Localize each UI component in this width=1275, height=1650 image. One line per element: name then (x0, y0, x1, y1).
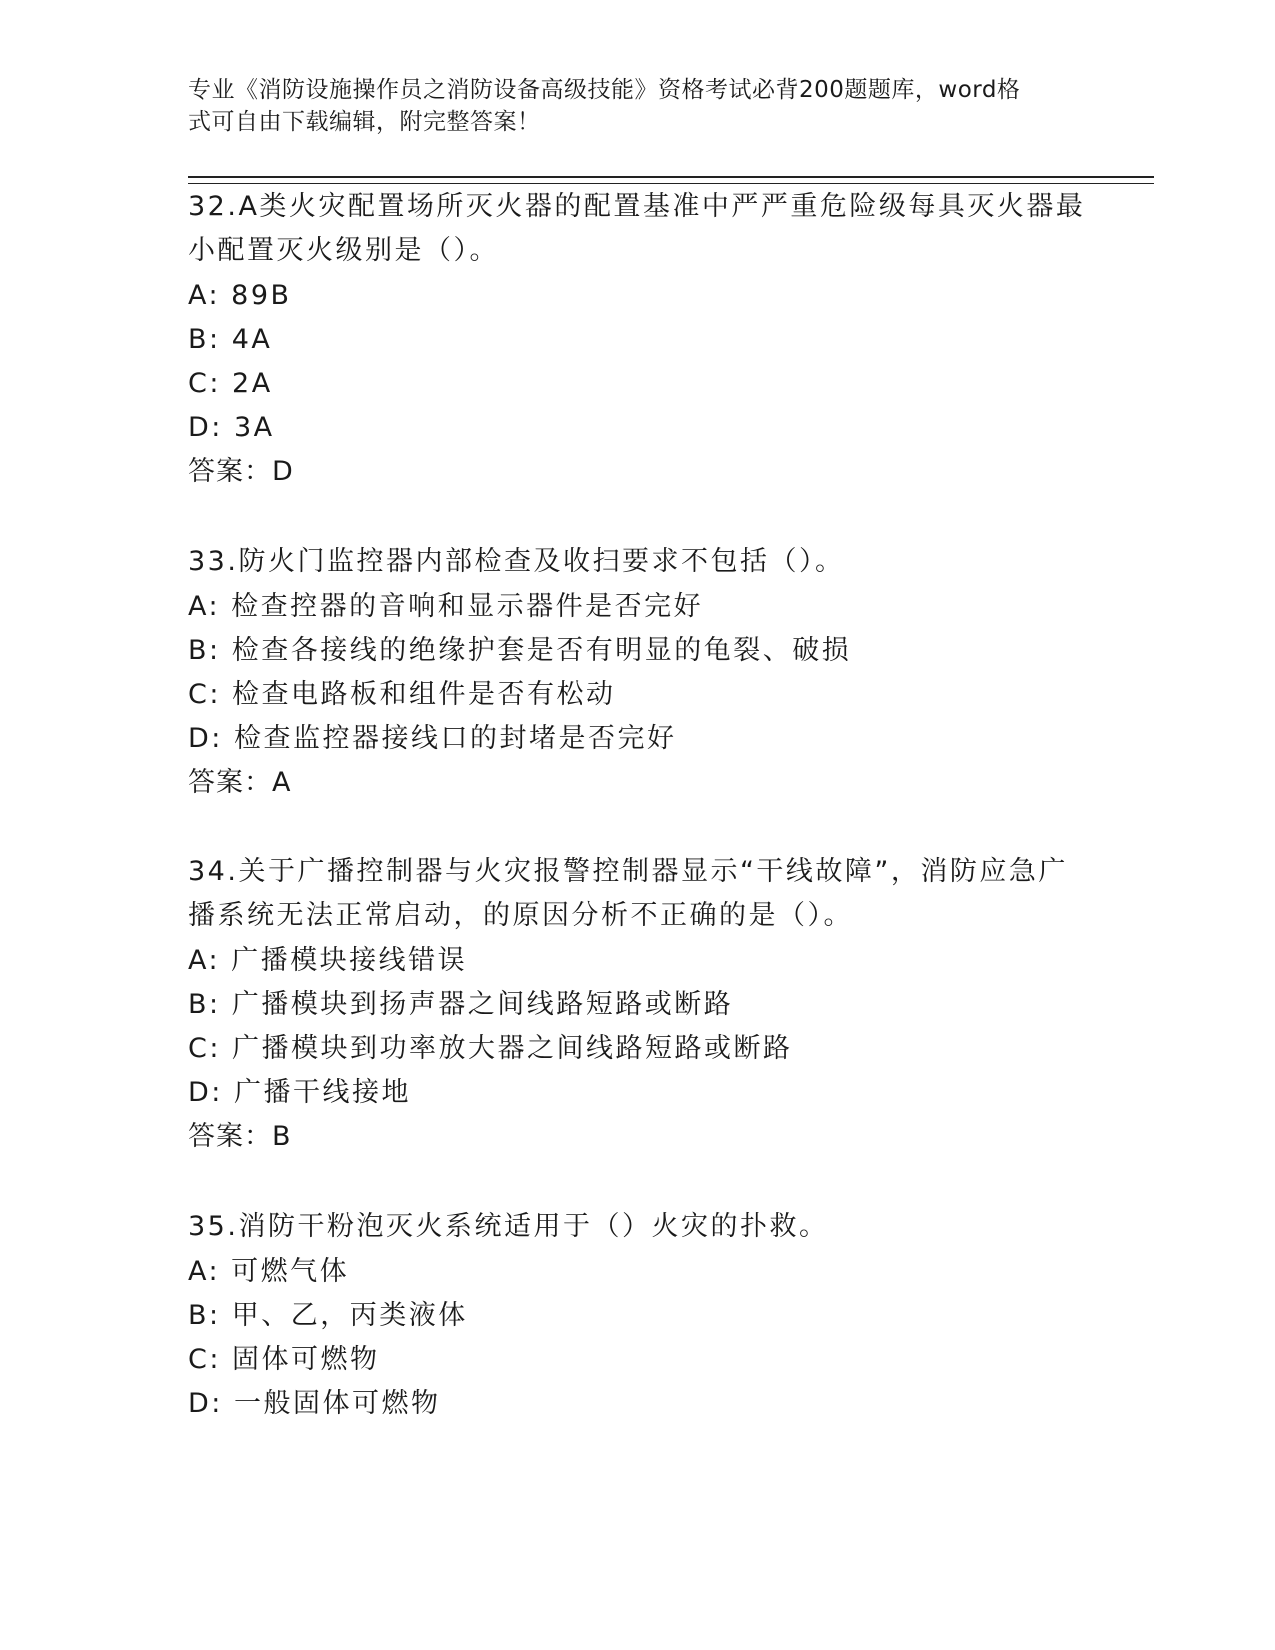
question-32-option-a: A: 89B (188, 280, 292, 311)
header-divider-thin (188, 183, 1154, 184)
question-34-answer: 答案：B (188, 1121, 292, 1152)
question-35-option-b: B: 甲、乙，丙类液体 (188, 1300, 468, 1331)
question-33-option-d: D: 检查监控器接线口的封堵是否完好 (188, 723, 677, 754)
header-divider-thick (188, 176, 1154, 178)
question-32-option-c: C: 2A (188, 368, 273, 399)
question-33-answer: 答案：A (188, 767, 292, 798)
question-32-stem: 32.A类火灾配置场所灭火器的配置基准中严严重危险级每具灭火器最 (188, 191, 1086, 222)
header-line: 专业《消防设施操作员之消防设备高级技能》资格考试必背200题题库，word格 (188, 77, 1021, 103)
question-34-stem: 34.关于广播控制器与火灾报警控制器显示“干线故障”，消防应急广 (188, 856, 1068, 887)
document-header (188, 74, 1068, 138)
question-33-option-b: B: 检查各接线的绝缘护套是否有明显的龟裂、破损 (188, 635, 852, 666)
question-34-option-c: C: 广播模块到功率放大器之间线路短路或断路 (188, 1033, 793, 1064)
question-32-answer: 答案：D (188, 456, 294, 487)
question-35-option-a: A: 可燃气体 (188, 1256, 350, 1287)
question-33-option-c: C: 检查电路板和组件是否有松动 (188, 679, 616, 710)
question-34-option-b: B: 广播模块到扬声器之间线路短路或断路 (188, 989, 734, 1020)
question-34-option-d: D: 广播干线接地 (188, 1077, 411, 1108)
question-34-option-a: A: 广播模块接线错误 (188, 945, 468, 976)
question-33-option-a: A: 检查控器的音响和显示器件是否完好 (188, 591, 704, 622)
question-35-option-c: C: 固体可燃物 (188, 1344, 380, 1375)
question-34-stem-cont: 播系统无法正常启动，的原因分析不正确的是（）。 (188, 900, 853, 931)
question-35-option-d: D: 一般固体可燃物 (188, 1388, 441, 1419)
question-32-stem-cont: 小配置灭火级别是（）。 (188, 235, 499, 266)
question-32-option-d: D: 3A (188, 412, 275, 443)
question-35-stem: 35.消防干粉泡灭火系统适用于（）火灾的扑救。 (188, 1211, 829, 1242)
header-line: 式可自由下载编辑，附完整答案！ (188, 109, 541, 135)
question-33-stem: 33.防火门监控器内部检查及收扫要求不包括（）。 (188, 546, 845, 577)
question-32-option-b: B: 4A (188, 324, 273, 355)
